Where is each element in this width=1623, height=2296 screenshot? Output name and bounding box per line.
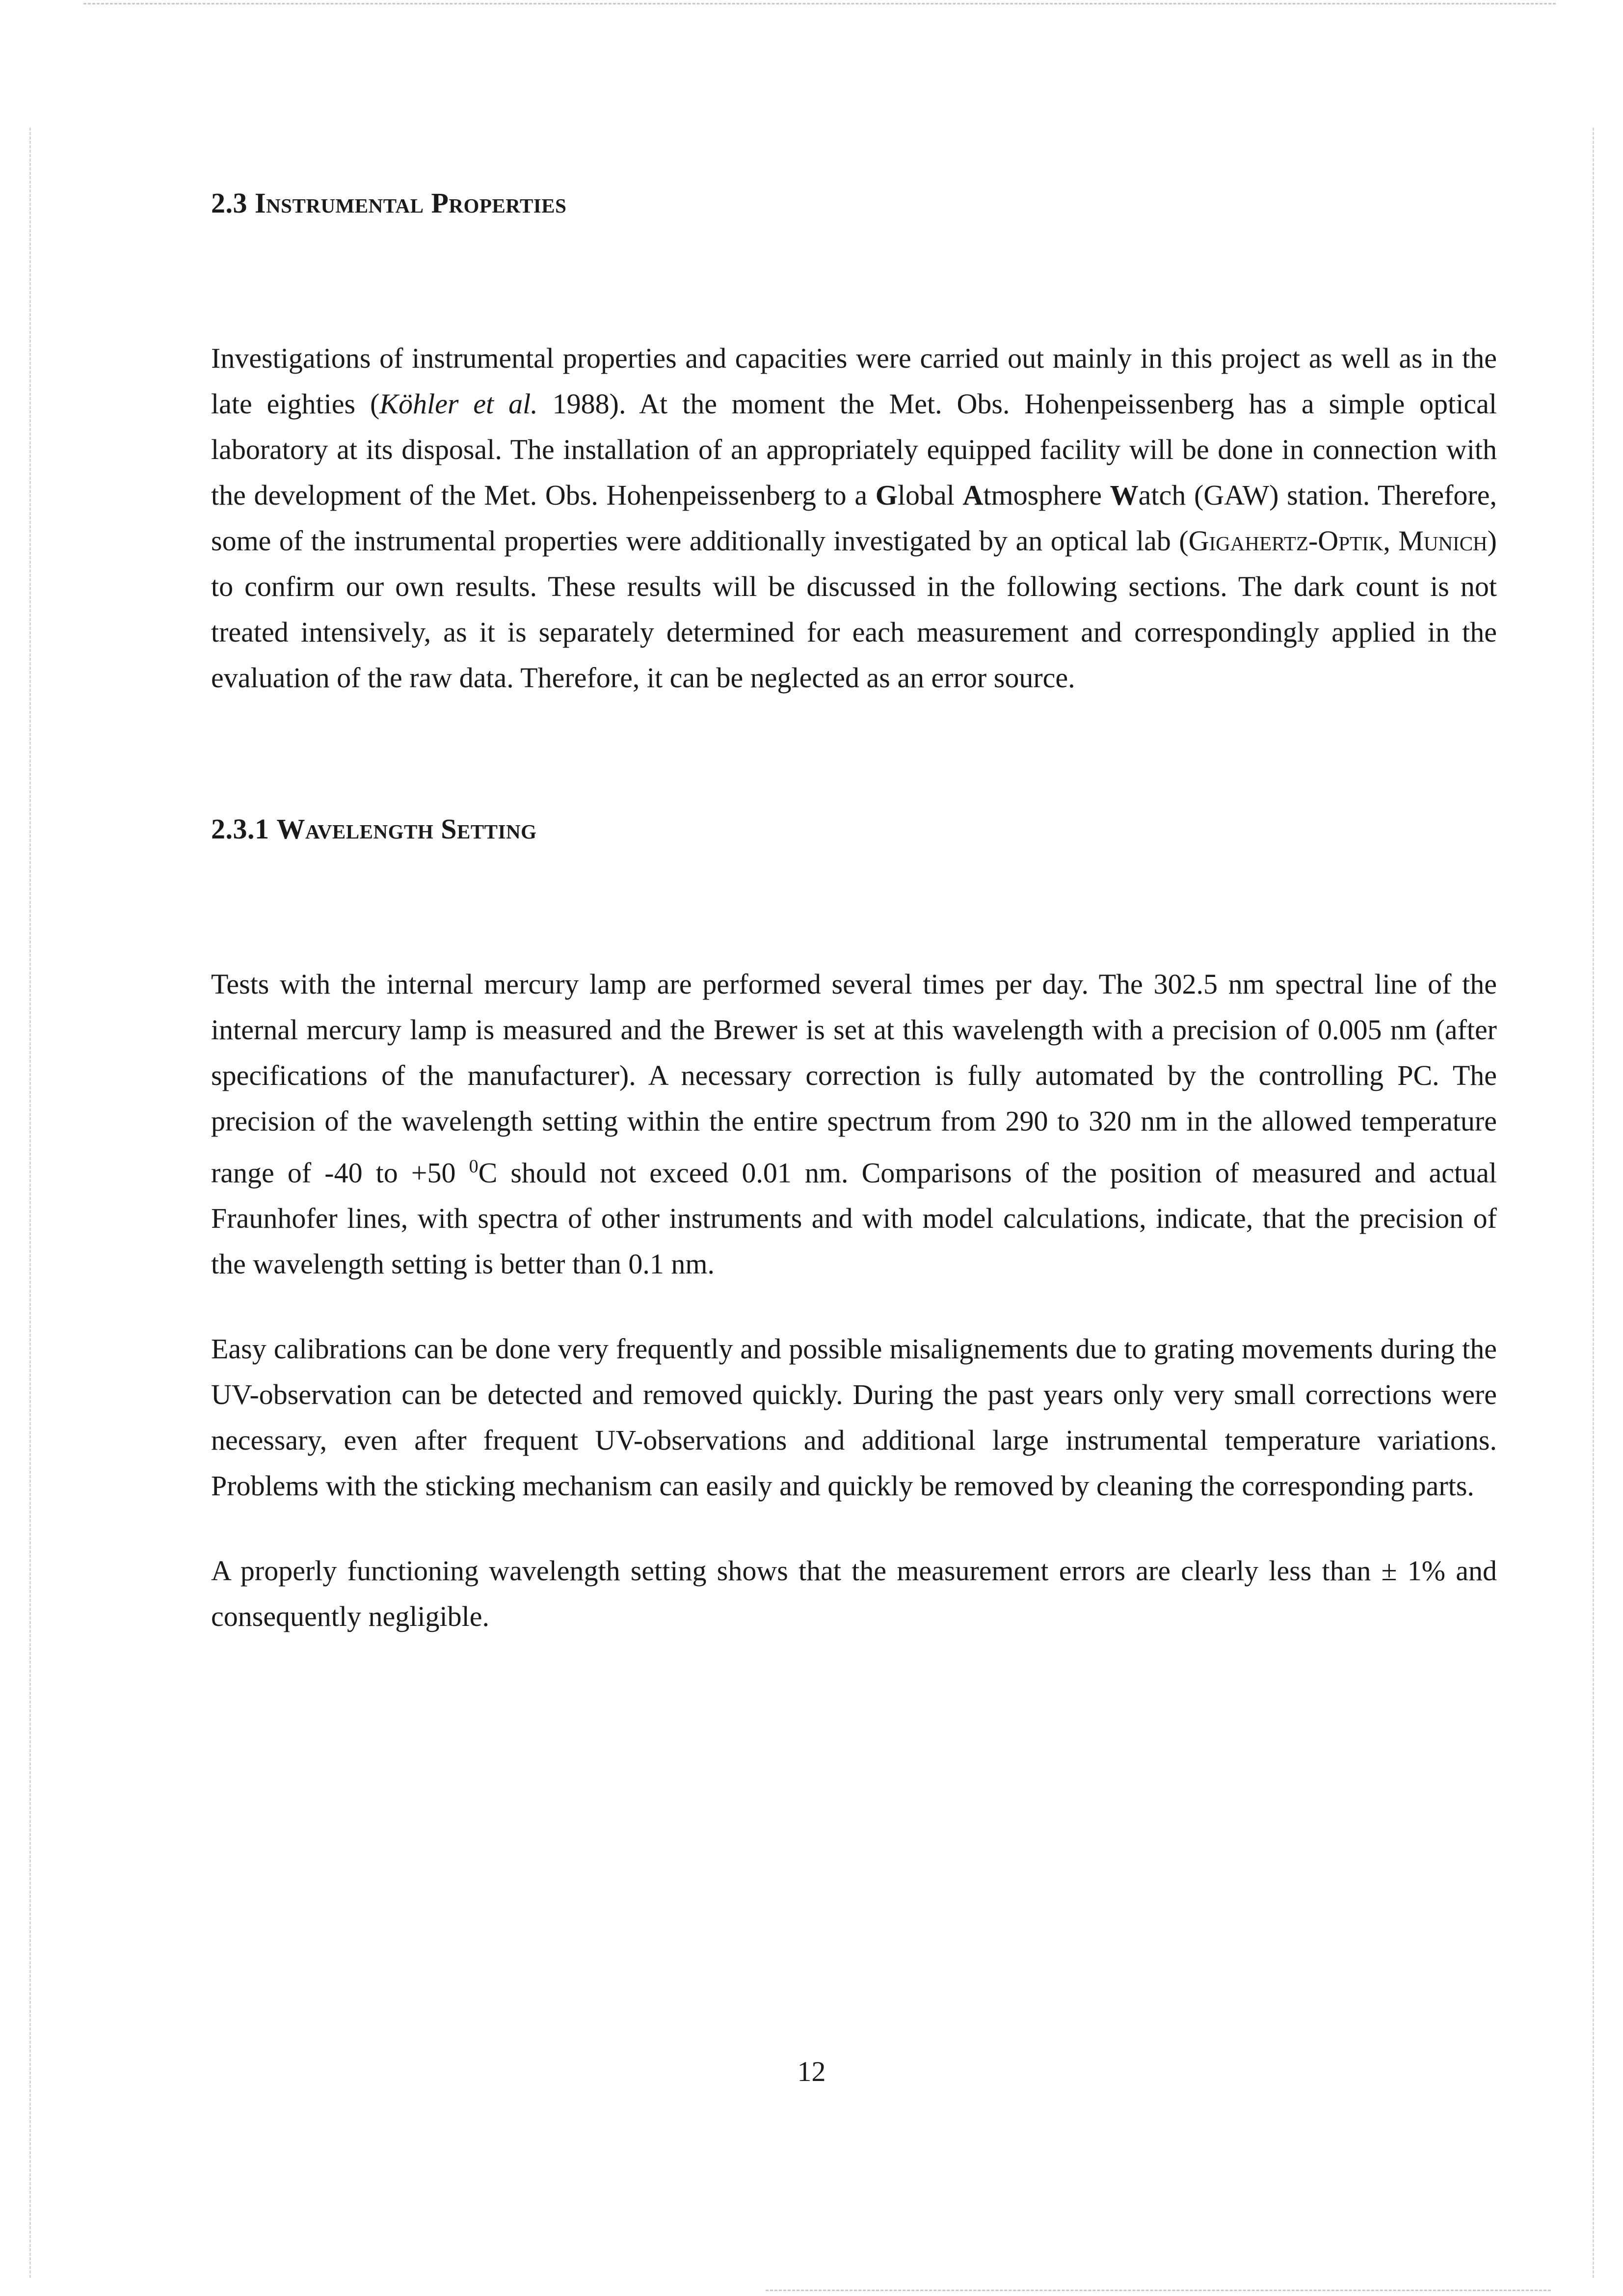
text-run: ) to confirm our own results. These results will be discussed in the following sections. The dark count is not treated intensively, as it is separately determined for each measurement and correspondingly applied in the evaluation of the raw data. Therefore, it can be neglected as an error source. bbox=[211, 525, 1497, 694]
text-run: atch (GAW) station. Therefore, some of the instrumental properties were additionally investigated by an optical lab ( bbox=[211, 479, 1497, 557]
subsection-title: Wavelength Setting bbox=[276, 813, 537, 845]
page-body bbox=[211, 187, 1497, 1639]
text-run: C should not exceed 0.01 nm. Comparisons of the position of measured and actual Fraunhofer lines, with spectra of other instruments and with model calculations, indicate, that the precision of the wavelength setting is better than 0.1 nm. bbox=[211, 1157, 1497, 1280]
text-run: 1988). At the moment the Met. Obs. Hohenpeissenberg has a simple optical laboratory at its disposal. The installation of an appropriately equipped facility will be done in connection with the development of the Met. Obs. Hohenpeissenberg to a bbox=[211, 388, 1497, 511]
lab-city: Munich bbox=[1398, 525, 1488, 557]
subsection-number: 2.3.1 bbox=[211, 813, 269, 845]
citation-authors: Köhler et al. bbox=[379, 388, 538, 420]
section-heading bbox=[211, 187, 1497, 219]
subsection-heading bbox=[211, 812, 1497, 845]
degree-mark: 0 bbox=[469, 1156, 479, 1177]
text-run: tmosphere bbox=[983, 479, 1110, 511]
subsection-paragraph-3: A properly functioning wavelength setting shows that the measurement errors are clearly less than ± 1% and consequently negligible. bbox=[211, 1555, 1497, 1633]
text-run: Tests with the internal mercury lamp are performed several times per day. The 302.5 nm spectral line of the internal mercury lamp is measured and the Brewer is set at this wavelength with a precision of 0.005 nm (after specifications of the manufacturer). A necessary correction is fully automated by the controlling PC. The precision of the wavelength setting within the entire spectrum from 290 to 320 nm in the allowed temperature range of -40 to +50 bbox=[211, 968, 1497, 1189]
scan-border-bottom bbox=[766, 2290, 1551, 2291]
page-number: 12 bbox=[797, 2055, 826, 2087]
subsection-paragraph-1 bbox=[211, 961, 1497, 1287]
gaw-initial-w: W bbox=[1110, 479, 1139, 511]
text-run: lobal bbox=[897, 479, 963, 511]
gaw-initial-a: A bbox=[962, 479, 984, 511]
text-run: Investigations of instrumental properties and capacities were carried out mainly in this project as well as in the late eighties ( bbox=[211, 342, 1497, 420]
scan-border-top bbox=[83, 3, 1556, 4]
text-run: , bbox=[1383, 525, 1399, 557]
section-number: 2.3 bbox=[211, 187, 247, 219]
scan-border-right bbox=[1593, 128, 1594, 2278]
subsection-paragraph-2: Easy calibrations can be done very frequently and possible misalignements due to grating movements during the UV-observation can be detected and removed quickly. During the past years only very small corrections were necessary, even after frequent UV-observations and additional large instrumental temperature variations. Problems with the sticking mechanism can easily and quickly be removed by cleaning the corresponding parts. bbox=[211, 1333, 1497, 1502]
section-title: Instrumental Properties bbox=[255, 187, 567, 219]
section-paragraph bbox=[211, 335, 1497, 701]
gaw-initial-g: G bbox=[875, 479, 898, 511]
scan-border-left bbox=[29, 128, 31, 2278]
lab-name: Gigahertz-Optik bbox=[1188, 525, 1384, 557]
